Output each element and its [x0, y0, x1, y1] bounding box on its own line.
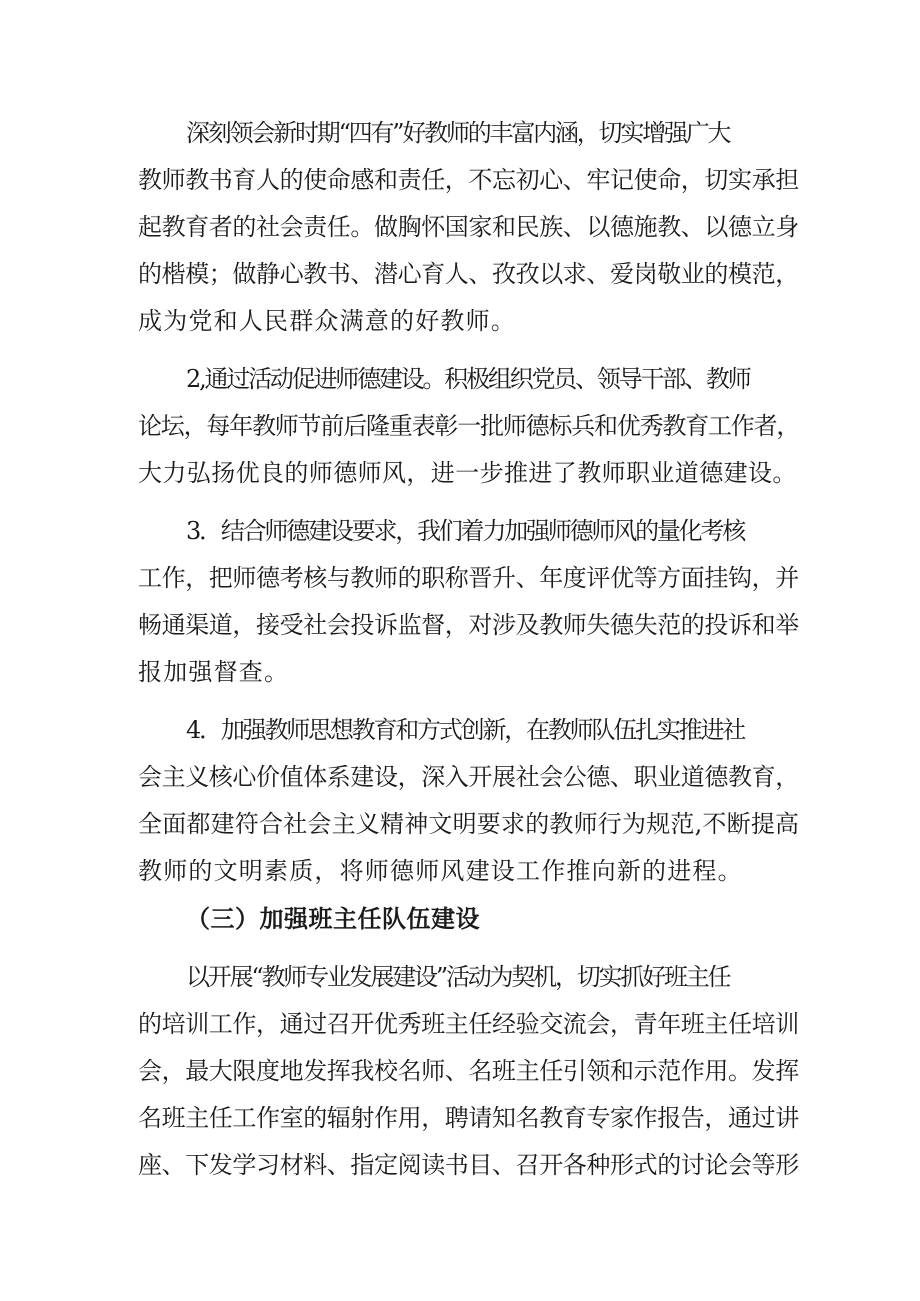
paragraph-3-line-2: 工作，把师德考核与教师的职称晋升、年度评优等方面挂钩，并 [138, 564, 799, 592]
paragraph-2-line-3: 大力弘扬优良的师德师风，进一步推进了教师职业道德建设。 [138, 459, 797, 487]
paragraph-3-line-4: 报加强督查。 [138, 658, 290, 686]
paragraph-1-line-5: 成为党和人民群众满意的好教师。 [138, 307, 516, 335]
paragraph-2-line-2: 论坛，每年教师节前后隆重表彰一批师德标兵和优秀教育工作者， [138, 412, 800, 440]
paragraph-3-line-1: 3．结合师德建设要求，我们着力加强师德师风的量化考核 [186, 517, 745, 545]
paragraph-1-line-2: 教师教书育人的使命感和责任，不忘初心、牢记使命，切实承担 [138, 166, 799, 194]
paragraph-2-line-1: 2,通过活动促进师德建设。积极组织党员、领导干部、教师 [186, 365, 750, 393]
paragraph-3-line-3: 畅通渠道，接受社会投诉监督，对涉及教师失德失范的投诉和举 [138, 611, 799, 639]
paragraph-4-line-2: 会主义核心价值体系建设，深入开展社会公德、职业道德教育， [138, 763, 799, 791]
final-paragraph-line-3: 会，最大限度地发挥我校名师、名班主任引领和示范作用。发挥 [138, 1057, 799, 1085]
final-paragraph-line-5: 座、下发学习材料、指定阅读书目、召开各种形式的讨论会等形 [138, 1151, 799, 1179]
final-paragraph-line-1: 以开展“教师专业发展建设”活动为契机，切实抓好班主任 [186, 963, 730, 991]
paragraph-1-line-1: 深刻领会新时期“四有”好教师的丰富内涵，切实增强广大 [186, 119, 730, 147]
section-heading: （三）加强班主任队伍建设 [186, 905, 480, 933]
paragraph-4-line-3: 全面都建符合社会主义精神文明要求的教师行为规范,不断提高 [138, 810, 800, 838]
final-paragraph-line-4: 名班主任工作室的辐射作用，聘请知名教育专家作报告，通过讲 [138, 1104, 799, 1132]
paragraph-4-line-4: 教师的文明素质，将师德师风建设工作推向新的进程。 [138, 857, 743, 885]
final-paragraph-line-2: 的培训工作，通过召开优秀班主任经验交流会，青年班主任培训 [138, 1010, 799, 1038]
paragraph-1-line-4: 的楷模；做静心教书、潜心育人、孜孜以求、爱岗敬业的模范， [138, 260, 799, 288]
paragraph-4-line-1: 4．加强教师思想教育和方式创新，在教师队伍扎实推进社 [186, 716, 745, 744]
paragraph-1-line-3: 起教育者的社会责任。做胸怀国家和民族、以德施教、以德立身 [138, 213, 799, 241]
